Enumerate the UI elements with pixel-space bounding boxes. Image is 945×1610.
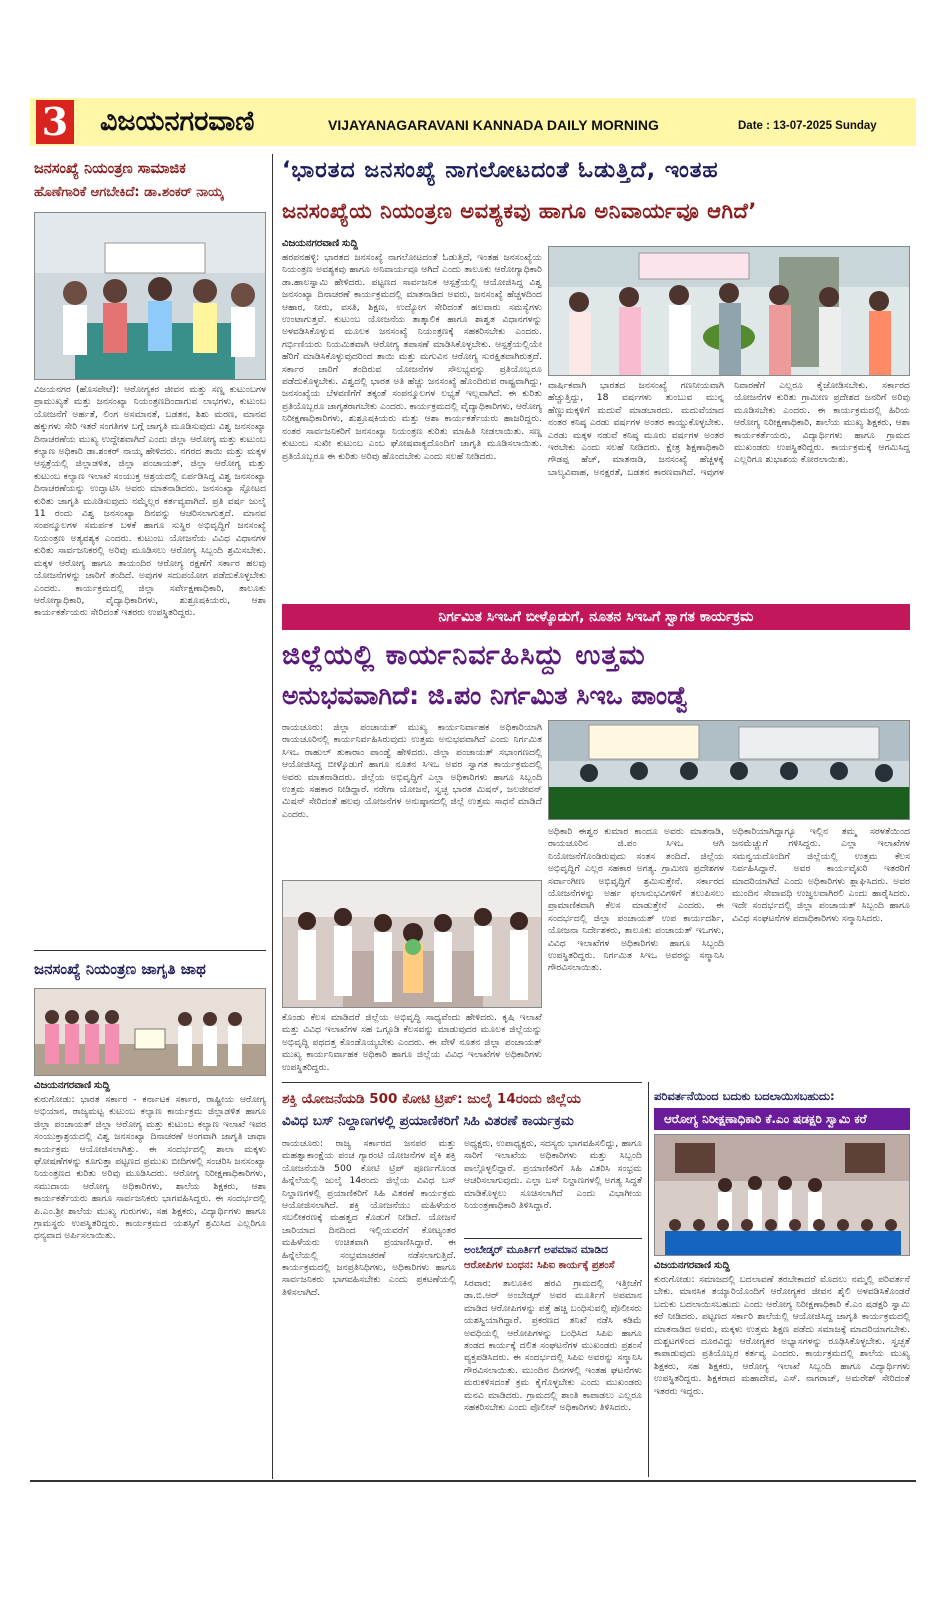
newspaper-logo: ವಿಜಯನಗರವಾಣಿ [100, 106, 255, 137]
ambedkar-body: ಸಿರವಾರ: ತಾಲೂಕಿನ ಹರವಿ ಗ್ರಾಮದಲ್ಲಿ ಇತ್ತೀಚೆಗೆ ಡಾ.ಬಿ.ಆರ್ ಅಂಬೇಡ್ಕರ್ ಅವರ ಮೂರ್ತಿಗೆ ಅಪಮಾನ ಮಾಡಿದ ಆರೋಪಿಗಳನ್ನು ಪತ್ತೆ ಹಚ್ಚಿ ಬಂಧಿಸುವಲ್ಲಿ ಪೊಲೀಸರು ಯಶಸ್ವಿಯಾಗಿದ್ದಾರೆ. ಪ್ರಕರಣದ ತನಿಖೆ ನಡೆಸಿ ಕಡಿಮೆ ಅವಧಿಯಲ್ಲಿ ಆರೋಪಿಗಳನ್ನು ಬಂಧಿಸಿದ ಸಿಪಿಐ ಹಾಗೂ ತಂಡದ ಕಾರ್ಯಕ್ಕೆ ದಲಿತ ಸಂಘಟನೆಗಳ ಮುಖಂಡರು ಪ್ರಶಂಸೆ ವ್ಯಕ್ತಪಡಿಸಿದರು. ಈ ಸಂದರ್ಭದಲ್ಲಿ ಸಿಪಿಐ ಅವರನ್ನು ಸನ್ಮಾನಿಸಿ ಗೌರವಿಸಲಾಯಿತು. ಮುಂದಿನ ದಿನಗಳಲ್ಲಿ ಇಂತಹ ಘಟನೆಗಳು ಮರುಕಳಿಸದಂತೆ ಕ್ರಮ ಕೈಗೊಳ್ಳಬೇಕು ಎಂದು ಮುಖಂಡರು ಮನವಿ ಮಾಡಿದರು. ಗ್ರಾಮದಲ್ಲಿ ಶಾಂತಿ ಕಾಪಾಡಲು ಎಲ್ಲರೂ ಸಹಕರಿಸಬೇಕು ಎಂದು ಪೊಲೀಸ್ ಅಧಿಕಾರಿಗಳು ತಿಳಿಸಿದರು. [464, 1278, 642, 1414]
ambedkar-headline-2: ಆರೋಪಿಗಳ ಬಂಧನ: ಸಿಪಿಐ ಕಾರ್ಯಕ್ಕೆ ಪ್ರಶಂಸೆ [464, 1260, 615, 1271]
change-photo [654, 1134, 910, 1256]
meeting-photo-illustration [549, 721, 910, 820]
divider [282, 1082, 642, 1083]
felicitation-photo-illustration [283, 881, 542, 1008]
divider [464, 1238, 642, 1239]
people-photo-illustration [35, 213, 266, 380]
left-story-headline-2: ಹೊಣೆಗಾರಿಕೆ ಆಗಬೇಕಿದೆ: ಡಾ.ಶಂಕರ್ ನಾಯ್ಕ [34, 185, 224, 200]
ceo-photo-meeting [548, 720, 910, 820]
masthead-subtitle: VIJAYANAGARAVANI KANNADA DAILY MORNING [328, 117, 659, 133]
column-divider [272, 154, 273, 1479]
lead-headline-2: ಜನಸಂಖ್ಯೆಯ ನಿಯಂತ್ರಣ ಅವಶ್ಯಕವು ಹಾಗೂ ಅನಿವಾರ್ಯವೂ ಆಗಿದೆ’ [282, 199, 757, 223]
lead-body-right: ವಾರ್ಷಿಕವಾಗಿ ಭಾರತದ ಜನಸಂಖ್ಯೆ ಗಣನೀಯವಾಗಿ ಹೆಚ್ಚುತ್ತಿದ್ದು, 18 ವರ್ಷಗಳು ತುಂಬುವ ಮುನ್ನ ಹೆಣ್ಣುಮಕ್ಕಳಿಗೆ ಮದುವೆ ಮಾಡಬಾರದು. ಮದುವೆಯಾದ ನಂತರ ಕನಿಷ್ಠ ಎರಡು ವರ್ಷಗಳ ಅಂತರ ಕಾಯ್ದುಕೊಳ್ಳಬೇಕು. ಎರಡು ಮಕ್ಕಳ ನಡುವೆ ಕನಿಷ್ಠ ಮೂರು ವರ್ಷಗಳ ಅಂತರ ಇರಬೇಕು ಎಂದು ಸಲಹೆ ನೀಡಿದರು. ಕ್ಷೇತ್ರ ಶಿಕ್ಷಣಾಧಿಕಾರಿ ಗೌಡಪ್ಪ ಹೆಚ್, ಮಾತನಾಡಿ, ಜನಸಂಖ್ಯೆ ಹೆಚ್ಚಳಕ್ಕೆ ಬಾಲ್ಯವಿವಾಹ, ಅನಕ್ಷರತೆ, ಬಡತನ ಕಾರಣವಾಗಿದೆ. ಇವುಗಳ ನಿವಾರಣೆಗೆ ಎಲ್ಲರೂ ಕೈಜೋಡಿಸಬೇಕು. ಸರ್ಕಾರದ ಯೋಜನೆಗಳ ಕುರಿತು ಗ್ರಾಮೀಣ ಪ್ರದೇಶದ ಜನರಿಗೆ ಅರಿವು ಮೂಡಿಸಬೇಕು ಎಂದರು. ಈ ಕಾರ್ಯಕ್ರಮದಲ್ಲಿ ಹಿರಿಯ ಆರೋಗ್ಯ ನಿರೀಕ್ಷಣಾಧಿಕಾರಿ, ಶಾಲೆಯ ಮುಖ್ಯ ಶಿಕ್ಷಕರು, ಆಶಾ ಕಾರ್ಯಕರ್ತೆಯರು, ವಿದ್ಯಾರ್ಥಿಗಳು ಹಾಗೂ ಗ್ರಾಮದ ಮುಖಂಡರು ಉಪಸ್ಥಿತರಿದ್ದರು. ಕಾರ್ಯಕ್ರಮಕ್ಕೆ ಆಗಮಿಸಿದ್ದ ಎಲ್ಲರಿಗೂ ಶುಭಾಶಯ ಕೋರಲಾಯಿತು. [548, 380, 910, 478]
group-photo-illustration [35, 989, 266, 1076]
shakti-body-left: ರಾಯಚೂರು: ರಾಜ್ಯ ಸರ್ಕಾರದ ಜನಪರ ಮತ್ತು ಮಹತ್ವಾಕಾಂಕ್ಷೆಯ ಪಂಚ ಗ್ಯಾರಂಟಿ ಯೋಜನೆಗಳ ಪೈಕಿ ಶಕ್ತಿ ಯೋಜನೆಯಡಿ 500 ಕೋಟಿ ಟ್ರಿಪ್ ಪೂರ್ಣಗೊಂಡ ಹಿನ್ನೆಲೆಯಲ್ಲಿ ಜುಲೈ 14ರಂದು ಜಿಲ್ಲೆಯ ವಿವಿಧ ಬಸ್ ನಿಲ್ದಾಣಗಳಲ್ಲಿ ಪ್ರಯಾಣಿಕರಿಗೆ ಸಿಹಿ ವಿತರಣೆ ಕಾರ್ಯಕ್ರಮ ಆಯೋಜಿಸಲಾಗಿದೆ. ಶಕ್ತಿ ಯೋಜನೆಯು ಮಹಿಳೆಯರ ಸಬಲೀಕರಣಕ್ಕೆ ಮಹತ್ವದ ಕೊಡುಗೆ ನೀಡಿದೆ. ಯೋಜನೆ ಜಾರಿಯಾದ ದಿನದಿಂದ ಇಲ್ಲಿಯವರೆಗೆ ಕೋಟ್ಯಂತರ ಮಹಿಳೆಯರು ಉಚಿತವಾಗಿ ಪ್ರಯಾಣಿಸಿದ್ದಾರೆ. ಈ ಹಿನ್ನೆಲೆಯಲ್ಲಿ ಸಂಭ್ರಮಾಚರಣೆ ನಡೆಸಲಾಗುತ್ತಿದೆ. ಕಾರ್ಯಕ್ರಮದಲ್ಲಿ ಜನಪ್ರತಿನಿಧಿಗಳು, ಅಧಿಕಾರಿಗಳು ಹಾಗೂ ಸಾರ್ವಜನಿಕರು ಭಾಗವಹಿಸಬೇಕು ಎಂದು ಪ್ರಕಟಣೆಯಲ್ಲಿ ತಿಳಿಸಲಾಗಿದೆ. [282, 1138, 456, 1298]
plant-watering-photo-illustration [549, 247, 910, 376]
jaatha-headline: ಜನಸಂಖ್ಯೆ ನಿಯಂತ್ರಣ ಜಾಗೃತಿ ಜಾಥ [34, 960, 206, 978]
shakti-headline-2: ವಿವಿಧ ಬಸ್ ನಿಲ್ದಾಣಗಳಲ್ಲಿ ಪ್ರಯಾಣಿಕರಿಗೆ ಸಿಹಿ ವಿತರಣೆ ಕಾರ್ಯಕ್ರಮ [282, 1113, 574, 1129]
left-story-headline-1: ಜನಸಂಖ್ಯೆ ನಿಯಂತ್ರಣ ಸಾಮಾಜಿಕ [34, 161, 186, 177]
shakti-body-right: ಅಧ್ಯಕ್ಷರು, ಉಪಾಧ್ಯಕ್ಷರು, ಸದಸ್ಯರು ಭಾಗವಹಿಸಲಿದ್ದು, ಹಾಗೂ ಸಾರಿಗೆ ಇಲಾಖೆಯ ಅಧಿಕಾರಿಗಳು ಮತ್ತು ಸಿಬ್ಬಂದಿ ಪಾಲ್ಗೊಳ್ಳಲಿದ್ದಾರೆ. ಪ್ರಯಾಣಿಕರಿಗೆ ಸಿಹಿ ವಿತರಿಸಿ ಸಂಭ್ರಮ ಆಚರಿಸಲಾಗುವುದು. ಎಲ್ಲಾ ಬಸ್ ನಿಲ್ದಾಣಗಳಲ್ಲಿ ಅಗತ್ಯ ಸಿದ್ಧತೆ ಮಾಡಿಕೊಳ್ಳಲು ಸೂಚಿಸಲಾಗಿದೆ ಎಂದು ವಿಭಾಗೀಯ ನಿಯಂತ್ರಣಾಧಿಕಾರಿ ತಿಳಿಸಿದ್ದಾರೆ. [464, 1138, 642, 1212]
page-number: 3 [36, 100, 74, 144]
change-body: ಕುರುಗೋಡು: ಸಮಾಜದಲ್ಲಿ ಬದಲಾವಣೆ ತರಬೇಕಾದರೆ ಮೊದಲು ನಮ್ಮಲ್ಲಿ ಪರಿವರ್ತನೆ ಬೇಕು. ಮಾನಸಿಕ ತಯ್ಯಾರಿಯೊಂದಿಗೆ ಆರೋಗ್ಯಕರ ಜೀವನ ಶೈಲಿ ಅಳವಡಿಸಿಕೊಂಡರೆ ಬದುಕು ಬದಲಾಯಿಸಬಹುದು ಎಂದು ಆರೋಗ್ಯ ನಿರೀಕ್ಷಣಾಧಿಕಾರಿ ಕೆ.ಎಂ ಷಡಕ್ಷರಿ ಸ್ವಾಮಿ ಕರೆ ನೀಡಿದರು. ಪಟ್ಟಣದ ಸರ್ಕಾರಿ ಶಾಲೆಯಲ್ಲಿ ಆಯೋಜಿಸಿದ್ದ ಜಾಗೃತಿ ಕಾರ್ಯಕ್ರಮದಲ್ಲಿ ಮಾತನಾಡಿದ ಅವರು, ಮಕ್ಕಳು ಉತ್ತಮ ಶಿಕ್ಷಣ ಪಡೆದು ಸಮಾಜಕ್ಕೆ ಮಾದರಿಯಾಗಬೇಕು. ದುಶ್ಚಟಗಳಿಂದ ದೂರವಿದ್ದು ಆರೋಗ್ಯಕರ ಅಭ್ಯಾಸಗಳನ್ನು ರೂಢಿಸಿಕೊಳ್ಳಬೇಕು. ಸ್ವಚ್ಛತೆ ಕಾಪಾಡುವುದು ಪ್ರತಿಯೊಬ್ಬರ ಕರ್ತವ್ಯ ಎಂದರು. ಕಾರ್ಯಕ್ರಮದಲ್ಲಿ ಶಾಲೆಯ ಮುಖ್ಯ ಶಿಕ್ಷಕರು, ಸಹ ಶಿಕ್ಷಕರು, ಆರೋಗ್ಯ ಇಲಾಖೆ ಸಿಬ್ಬಂದಿ ಹಾಗೂ ವಿದ್ಯಾರ್ಥಿಗಳು ಉಪಸ್ಥಿತರಿದ್ದರು. ಶಿಕ್ಷಕರಾದ ಮಹಾದೇವ, ಎಸ್. ನಾಗರಾಜ್, ಅಮರೇಶ್ ಸೇರಿದಂತೆ ಇತರರು ಇದ್ದರು. [654, 1274, 910, 1397]
ceo-body-mid: ಅಧಿಕಾರಿ ಈಶ್ವರ ಕುಮಾರ ಕಾಂದೂ ಅವರು ಮಾತನಾಡಿ, ರಾಯಚೂರಿನ ಜಿ.ಪಂ ಸಿಇಒ ಆಗಿ ನಿಯೋಜನೆಗೊಂಡಿರುವುದು ಸಂತಸ ತಂದಿದೆ. ಜಿಲ್ಲೆಯ ಅಭಿವೃದ್ಧಿಗೆ ಎಲ್ಲರ ಸಹಕಾರ ಅಗತ್ಯ. ಗ್ರಾಮೀಣ ಪ್ರದೇಶಗಳ ಸರ್ವಾಂಗೀಣ ಅಭಿವೃದ್ಧಿಗೆ ಶ್ರಮಿಸುತ್ತೇನೆ. ಸರ್ಕಾರದ ಯೋಜನೆಗಳನ್ನು ಅರ್ಹ ಫಲಾನುಭವಿಗಳಿಗೆ ತಲುಪಿಸಲು ಪ್ರಾಮಾಣಿಕವಾಗಿ ಕೆಲಸ ಮಾಡುತ್ತೇನೆ ಎಂದರು. ಈ ಸಂದರ್ಭದಲ್ಲಿ ಜಿಲ್ಲಾ ಪಂಚಾಯತ್ ಉಪ ಕಾರ್ಯದರ್ಶಿ, ಯೋಜನಾ ನಿರ್ದೇಶಕರು, ತಾಲೂಕು ಪಂಚಾಯತ್ ಇಒಗಳು, ವಿವಿಧ ಇಲಾಖೆಗಳ ಅಧಿಕಾರಿಗಳು ಹಾಗೂ ಸಿಬ್ಬಂದಿ ಉಪಸ್ಥಿತರಿದ್ದರು. ನಿರ್ಗಮಿತ ಸಿಇಒ ಅವರನ್ನು ಸನ್ಮಾನಿಸಿ ಗೌರವಿಸಲಾಯಿತು. [548, 826, 724, 974]
school-children-photo-illustration [655, 1135, 910, 1256]
shakti-headline-1: ಶಕ್ತಿ ಯೋಜನೆಯಡಿ 500 ಕೋಟಿ ಟ್ರಿಪ್: ಜುಲೈ 14ರಂದು ಜಿಲ್ಲೆಯ [282, 1091, 581, 1107]
ceo-body-left: ರಾಯಚೂರು: ಜಿಲ್ಲಾ ಪಂಚಾಯತ್ ಮುಖ್ಯ ಕಾರ್ಯನಿರ್ವಾಹಕ ಅಧಿಕಾರಿಯಾಗಿ ರಾಯಚೂರಿನಲ್ಲಿ ಕಾರ್ಯನಿರ್ವಹಿಸಿರುವುದು ಉತ್ತಮ ಅನುಭವವಾಗಿದೆ ಎಂದು ನಿರ್ಗಮಿತ ಸಿಇಒ ರಾಹುಲ್ ತುಕಾರಾಂ ಪಾಂಡ್ವೆ ಹೇಳಿದರು. ಜಿಲ್ಲಾ ಪಂಚಾಯತ್ ಸಭಾಂಗಣದಲ್ಲಿ ಆಯೋಜಿಸಿದ್ದ ಬೀಳ್ಕೊಡುಗೆ ಹಾಗೂ ನೂತನ ಸಿಇಒ ಅವರ ಸ್ವಾಗತ ಕಾರ್ಯಕ್ರಮದಲ್ಲಿ ಅವರು ಮಾತನಾಡಿದರು. ಜಿಲ್ಲೆಯ ಅಭಿವೃದ್ಧಿಗೆ ಎಲ್ಲಾ ಅಧಿಕಾರಿಗಳು ಹಾಗೂ ಸಿಬ್ಬಂದಿ ಉತ್ತಮ ಸಹಕಾರ ನೀಡಿದ್ದಾರೆ. ನರೇಗಾ ಯೋಜನೆ, ಸ್ವಚ್ಛ ಭಾರತ ಮಿಷನ್, ಜಲಜೀವನ್ ಮಿಷನ್ ಸೇರಿದಂತೆ ಹಲವು ಯೋಜನೆಗಳ ಅನುಷ್ಠಾನದಲ್ಲಿ ಜಿಲ್ಲೆ ಉತ್ತಮ ಸಾಧನೆ ಮಾಡಿದೆ ಎಂದರು. [282, 722, 542, 820]
lead-headline-1: ‘ಭಾರತದ ಜನಸಂಖ್ಯೆ ನಾಗಲೋಟದಂತೆ ಓಡುತ್ತಿದೆ, ಇಂತಹ [282, 158, 719, 183]
ceo-body-left-2: ಕೊಂಡು ಕೆಲಸ ಮಾಡಿದರೆ ಜಿಲ್ಲೆಯ ಅಭಿವೃದ್ಧಿ ಸಾಧ್ಯವೆಂದು ಹೇಳಿದರು. ಕೃಷಿ ಇಲಾಖೆ ಮತ್ತು ವಿವಿಧ ಇಲಾಖೆಗಳ ಸಹ ಒಗ್ಗೂಡಿ ಕೆಲಸವನ್ನು ಮಾಡುವುದರ ಮೂಲಕ ಜಿಲ್ಲೆಯನ್ನು ಅಭಿವೃದ್ಧಿ ಪಥದತ್ತ ಕೊಂಡೊಯ್ಯಬೇಕು ಎಂದರು. ಈ ವೇಳೆ ನೂತನ ಜಿಲ್ಲಾ ಪಂಚಾಯತ್ ಮುಖ್ಯ ಕಾರ್ಯನಿರ್ವಾಹಕ ಅಧಿಕಾರಿ ಹಾಗೂ ಜಿಲ್ಲೆಯ ವಿವಿಧ ಇಲಾಖೆಗಳ ಅಧಿಕಾರಿಗಳು ಉಪಸ್ಥಿತರಿದ್ದರು. [282, 1012, 542, 1073]
ceo-ribbon: ನಿರ್ಗಮಿತ ಸಿಇಒಗೆ ಬೀಳ್ಕೊಡುಗೆ, ನೂತನ ಸಿಇಒಗೆ ಸ್ವಾಗತ ಕಾರ್ಯಕ್ರಮ [282, 604, 910, 630]
lead-body: ಹರಪನಹಳ್ಳಿ: ಭಾರತದ ಜನಸಂಖ್ಯೆ ನಾಗಲೋಟದಂತೆ ಓಡುತ್ತಿದೆ, ಇಂತಹ ಜನಸಂಖ್ಯೆಯ ನಿಯಂತ್ರಣ ಅವಶ್ಯಕವು ಹಾಗೂ ಅನಿವಾರ್ಯವೂ ಆಗಿದೆ ಎಂದು ತಾಲೂಕು ಆರೋಗ್ಯಾಧಿಕಾರಿ ಡಾ.ಹಾಲಸ್ವಾಮಿ ಹೇಳಿದರು. ಪಟ್ಟಣದ ಸಾರ್ವಜನಿಕ ಆಸ್ಪತ್ರೆಯಲ್ಲಿ ಆಯೋಜಿಸಿದ್ದ ವಿಶ್ವ ಜನಸಂಖ್ಯಾ ದಿನಾಚರಣೆ ಕಾರ್ಯಕ್ರಮದಲ್ಲಿ ಮಾತನಾಡಿದ ಅವರು, ಜನಸಂಖ್ಯೆ ಹೆಚ್ಚಳದಿಂದ ಆಹಾರ, ನೀರು, ವಸತಿ, ಶಿಕ್ಷಣ, ಉದ್ಯೋಗ ಸೇರಿದಂತೆ ಹಲವಾರು ಸಮಸ್ಯೆಗಳು ಉಂಟಾಗುತ್ತವೆ. ಕುಟುಂಬ ಯೋಜನೆಯ ತಾತ್ಕಾಲಿಕ ಹಾಗೂ ಶಾಶ್ವತ ವಿಧಾನಗಳನ್ನು ಅಳವಡಿಸಿಕೊಳ್ಳುವ ಮೂಲಕ ಜನಸಂಖ್ಯೆ ನಿಯಂತ್ರಣಕ್ಕೆ ಸಹಕರಿಸಬೇಕು ಎಂದರು. ಗರ್ಭಿಣಿಯರು ನಿಯಮಿತವಾಗಿ ಆರೋಗ್ಯ ತಪಾಸಣೆ ಮಾಡಿಸಿಕೊಳ್ಳಬೇಕು. ಆಸ್ಪತ್ರೆಯಲ್ಲಿಯೇ ಹೆರಿಗೆ ಮಾಡಿಸಿಕೊಳ್ಳುವುದರಿಂದ ತಾಯಿ ಮತ್ತು ಮಗುವಿನ ಆರೋಗ್ಯ ಸುರಕ್ಷಿತವಾಗಿರುತ್ತದೆ. ಸರ್ಕಾರ ಜಾರಿಗೆ ತಂದಿರುವ ಯೋಜನೆಗಳ ಸೌಲಭ್ಯವನ್ನು ಪ್ರತಿಯೊಬ್ಬರೂ ಪಡೆದುಕೊಳ್ಳಬೇಕು. ವಿಶ್ವದಲ್ಲಿ ಭಾರತ ಅತಿ ಹೆಚ್ಚು ಜನಸಂಖ್ಯೆ ಹೊಂದಿರುವ ರಾಷ್ಟ್ರವಾಗಿದ್ದು, ಜನಸಂಖ್ಯೆಯ ಬೆಳವಣಿಗೆಗೆ ತಕ್ಕಂತೆ ಸಂಪನ್ಮೂಲಗಳ ಲಭ್ಯತೆ ಇಲ್ಲವಾಗಿದೆ. ಈ ಕುರಿತು ಪ್ರತಿಯೊಬ್ಬರೂ ಜಾಗೃತರಾಗಬೇಕು ಎಂದರು. ಕಾರ್ಯಕ್ರಮದಲ್ಲಿ ವೈದ್ಯಾಧಿಕಾರಿಗಳು, ಆರೋಗ್ಯ ನಿರೀಕ್ಷಣಾಧಿಕಾರಿಗಳು, ಶುಶ್ರೂಷಕಿಯರು ಮತ್ತು ಆಶಾ ಕಾರ್ಯಕರ್ತೆಯರು ಹಾಜರಿದ್ದರು. ನಂತರ ಸಾರ್ವಜನಿಕರಿಗೆ ಜನಸಂಖ್ಯಾ ನಿಯಂತ್ರಣ ಕುರಿತು ಮಾಹಿತಿ ನೀಡಲಾಯಿತು. ಸಣ್ಣ ಕುಟುಂಬ ಸುಖೀ ಕುಟುಂಬ ಎಂಬ ಘೋಷವಾಕ್ಯದೊಂದಿಗೆ ಜಾಗೃತಿ ಮೂಡಿಸಲಾಯಿತು. ಪ್ರತಿಯೊಬ್ಬರೂ ಈ ಕುರಿತು ಅರಿವು ಹೊಂದಬೇಕು ಎಂದು ಸಲಹೆ ನೀಡಿದರು. [282, 252, 542, 462]
divider [34, 950, 266, 951]
lead-photo [548, 246, 910, 376]
masthead-date: Date : 13-07-2025 Sunday [738, 120, 877, 132]
change-ribbon: ಆರೋಗ್ಯ ನಿರೀಕ್ಷಣಾಧಿಕಾರಿ ಕೆ.ಎಂ ಷಡಕ್ಷರಿ ಸ್ವಾಮಿ ಕರೆ [654, 1108, 910, 1130]
column-divider [648, 1082, 649, 1477]
jaatha-body: ಕುರುಗೋಡು: ಭಾರತ ಸರ್ಕಾರ - ಕರ್ನಾಟಕ ಸರ್ಕಾರ, ರಾಷ್ಟ್ರೀಯ ಆರೋಗ್ಯ ಅಭಿಯಾನ, ರಾಜ್ಯಮಟ್ಟ ಕುಟುಂಬ ಕಲ್ಯಾಣ ಕಾರ್ಯಕ್ರಮ ಜಿಲ್ಲಾಡಳಿತ ಹಾಗೂ ಜಿಲ್ಲಾ ಪಂಚಾಯತ್ ಜಿಲ್ಲಾ ಆರೋಗ್ಯ ಮತ್ತು ಕುಟುಂಬ ಕಲ್ಯಾಣ ಇಲಾಖೆ ಇವರ ಸಂಯುಕ್ತಾಶ್ರಯದಲ್ಲಿ ವಿಶ್ವ ಜನಸಂಖ್ಯಾ ದಿನಾಚರಣೆ ಅಂಗವಾಗಿ ಜಾಗೃತಿ ಜಾಥಾ ಕಾರ್ಯಕ್ರಮ ಆಯೋಜಿಸಲಾಗಿತ್ತು. ಈ ಸಂದರ್ಭದಲ್ಲಿ ಶಾಲಾ ಮಕ್ಕಳು ಘೋಷಣೆಗಳನ್ನು ಕೂಗುತ್ತಾ ಪಟ್ಟಣದ ಪ್ರಮುಖ ಬೀದಿಗಳಲ್ಲಿ ಸಂಚರಿಸಿ ಜನಸಂಖ್ಯಾ ನಿಯಂತ್ರಣದ ಕುರಿತು ಅರಿವು ಮೂಡಿಸಿದರು. ಆರೋಗ್ಯ ನಿರೀಕ್ಷಣಾಧಿಕಾರಿಗಳು, ಸಮುದಾಯ ಆರೋಗ್ಯ ಅಧಿಕಾರಿಗಳು, ಶಾಲೆಯ ಶಿಕ್ಷಕರು, ಆಶಾ ಕಾರ್ಯಕರ್ತೆಯರು ಹಾಗೂ ಸಾರ್ವಜನಿಕರು ಭಾಗವಹಿಸಿದ್ದರು. ಈ ಸಂದರ್ಭದಲ್ಲಿ ಪಿ.ಎಂ.ಶ್ರೀ ಶಾಲೆಯ ಮುಖ್ಯ ಗುರುಗಳು, ಸಹ ಶಿಕ್ಷಕರು, ವಿದ್ಯಾರ್ಥಿಗಳು ಹಾಗೂ ಗ್ರಾಮಸ್ಥರು ಉಪಸ್ಥಿತರಿದ್ದರು. ಕಾರ್ಯಕ್ರಮದ ಯಶಸ್ಸಿಗೆ ಶ್ರಮಿಸಿದ ಎಲ್ಲರಿಗೂ ಧನ್ಯವಾದ ಅರ್ಪಿಸಲಾಯಿತು. [34, 1094, 266, 1242]
left-story-photo [34, 212, 266, 380]
lead-byline: ವಿಜಯನಗರವಾಣಿ ಸುದ್ದಿ [282, 238, 358, 249]
change-headline: ಪರಿವರ್ತನೆಯಿಂದ ಬದುಕು ಬದಲಾಯಿಸಬಹುದು: [654, 1089, 835, 1103]
change-byline: ವಿಜಯನಗರವಾಣಿ ಸುದ್ದಿ [654, 1260, 730, 1271]
ceo-headline-2: ಅನುಭವವಾಗಿದೆ: ಜಿ.ಪಂ ನಿರ್ಗಮಿತ ಸಿಇಒ ಪಾಂಡ್ವೆ [282, 681, 689, 710]
ceo-body-right: ಅಧಿಕಾರಿಯಾಗಿದ್ದಾಗ್ಯೂ ಇಲ್ಲಿನ ತಮ್ಮ ಸರಳತೆಯಿಂದ ಜನಮೆಚ್ಚುಗೆ ಗಳಿಸಿದ್ದರು. ಎಲ್ಲಾ ಇಲಾಖೆಗಳ ಸಮನ್ವಯದೊಂದಿಗೆ ಜಿಲ್ಲೆಯಲ್ಲಿ ಉತ್ತಮ ಕೆಲಸ ನಿರ್ವಹಿಸಿದ್ದಾರೆ. ಅವರ ಕಾರ್ಯವೈಖರಿ ಇತರರಿಗೆ ಮಾದರಿಯಾಗಿದೆ ಎಂದು ಅಧಿಕಾರಿಗಳು ಶ್ಲಾಘಿಸಿದರು. ಅವರ ಮುಂದಿನ ಸೇವಾವಧಿ ಉಜ್ವಲವಾಗಿರಲಿ ಎಂದು ಹಾರೈಸಿದರು. ಇದೇ ಸಂದರ್ಭದಲ್ಲಿ ಜಿಲ್ಲಾ ಪಂಚಾಯತ್ ಸಿಬ್ಬಂದಿ ಹಾಗೂ ವಿವಿಧ ಸಂಘಟನೆಗಳ ಪದಾಧಿಕಾರಿಗಳು ಸನ್ಮಾನಿಸಿದರು. [732, 826, 910, 924]
left-story-body: ವಿಜಯನಗರ (ಹೊಸಪೇಟೆ): ಆರೋಗ್ಯಕರ ಜೀವನ ಮತ್ತು ಸಣ್ಣ ಕುಟುಂಬಗಳ ಪ್ರಾಮುಖ್ಯತೆ ಮತ್ತು ಜನಸಂಖ್ಯಾ ನಿಯಂತ್ರಣದಿಂದಾಗುವ ಲಾಭಗಳು, ಕುಟುಂಬ ಯೋಜನೆಗೆ ಅರ್ಹತೆ, ಲಿಂಗ ಅಸಮಾನತೆ, ಬಡತನ, ಶಿಶು ಮರಣ, ಮಾನವ ಹಕ್ಕುಗಳು ಸೇರಿ ಇತರೆ ಸಂಗತಿಗಳ ಬಗ್ಗೆ ಜಾಗೃತಿ ಮೂಡಿಸುವುದು ವಿಶ್ವ ಜನಸಂಖ್ಯಾ ದಿನಾಚರಣೆಯ ಮುಖ್ಯ ಉದ್ದೇಶವಾಗಿದೆ ಎಂದು ಜಿಲ್ಲಾ ಆರೋಗ್ಯ ಮತ್ತು ಕುಟುಂಬ ಕಲ್ಯಾಣ ಅಧಿಕಾರಿ ಡಾ.ಶಂಕರ್ ನಾಯ್ಕ ಹೇಳಿದರು. ನಗರದ ತಾಯಿ ಮತ್ತು ಮಕ್ಕಳ ಆಸ್ಪತ್ರೆಯಲ್ಲಿ ಜಿಲ್ಲಾಡಳಿತ, ಜಿಲ್ಲಾ ಪಂಚಾಯತ್, ಜಿಲ್ಲಾ ಆರೋಗ್ಯ ಮತ್ತು ಕುಟುಂಬ ಕಲ್ಯಾಣ ಇಲಾಖೆ ಸಂಯುಕ್ತ ಆಶ್ರಯದಲ್ಲಿ ಏರ್ಪಡಿಸಿದ್ದ ವಿಶ್ವ ಜನಸಂಖ್ಯಾ ದಿನಾಚರಣೆಯನ್ನು ಉದ್ಘಾಟಿಸಿ ಅವರು ಮಾತನಾಡಿದರು. ಜನಸಂಖ್ಯಾ ಸ್ಫೋಟದ ಕುರಿತು ಜಾಗೃತಿ ಮೂಡಿಸುವುದು ನಮ್ಮೆಲ್ಲರ ಕರ್ತವ್ಯವಾಗಿದೆ. ಪ್ರತಿ ವರ್ಷ ಜುಲೈ 11 ರಂದು ವಿಶ್ವ ಜನಸಂಖ್ಯಾ ದಿನವನ್ನು ಆಚರಿಸಲಾಗುತ್ತದೆ. ಮಾನವ ಸಂಪನ್ಮೂಲಗಳ ಸಮರ್ಪಕ ಬಳಕೆ ಹಾಗೂ ಸುಸ್ಥಿರ ಅಭಿವೃದ್ಧಿಗೆ ಜನಸಂಖ್ಯೆ ನಿಯಂತ್ರಣ ಅತ್ಯವಶ್ಯಕ ಎಂದರು. ಕುಟುಂಬ ಯೋಜನೆಯ ವಿವಿಧ ವಿಧಾನಗಳ ಕುರಿತು ಸಾರ್ವಜನಿಕರಲ್ಲಿ ಅರಿವು ಮೂಡಿಸಲು ಆರೋಗ್ಯ ಸಿಬ್ಬಂದಿ ಶ್ರಮಿಸಬೇಕು. ಮಕ್ಕಳ ಆರೋಗ್ಯ ಹಾಗೂ ತಾಯಂದಿರ ಆರೋಗ್ಯ ರಕ್ಷಣೆಗೆ ಸರ್ಕಾರ ಹಲವು ಯೋಜನೆಗಳನ್ನು ಜಾರಿಗೆ ತಂದಿದೆ. ಅವುಗಳ ಸದುಪಯೋಗ ಪಡೆದುಕೊಳ್ಳಬೇಕು ಎಂದರು. ಕಾರ್ಯಕ್ರಮದಲ್ಲಿ ಜಿಲ್ಲಾ ಸರ್ವೇಕ್ಷಣಾಧಿಕಾರಿ, ತಾಲೂಕು ಆರೋಗ್ಯಾಧಿಕಾರಿ, ವೈದ್ಯಾಧಿಕಾರಿಗಳು, ಶುಶ್ರೂಷಕಿಯರು, ಆಶಾ ಕಾರ್ಯಕರ್ತೆಯರು ಸೇರಿದಂತೆ ಇತರರು ಉಪಸ್ಥಿತರಿದ್ದರು. [34, 384, 266, 619]
jaatha-photo [34, 988, 266, 1076]
ceo-photo-felicitation [282, 880, 542, 1008]
page-bottom-rule [30, 1480, 916, 1482]
jaatha-byline: ವಿಜಯನಗರವಾಣಿ ಸುದ್ದಿ [34, 1080, 110, 1091]
ceo-headline-1: ಜಿಲ್ಲೆಯಲ್ಲಿ ಕಾರ್ಯನಿರ್ವಹಿಸಿದ್ದು ಉತ್ತಮ [282, 640, 646, 671]
ambedkar-headline-1: ಅಂಬೇಡ್ಕರ್ ಮೂರ್ತಿಗೆ ಅಪಮಾನ ಮಾಡಿದ [464, 1244, 608, 1256]
